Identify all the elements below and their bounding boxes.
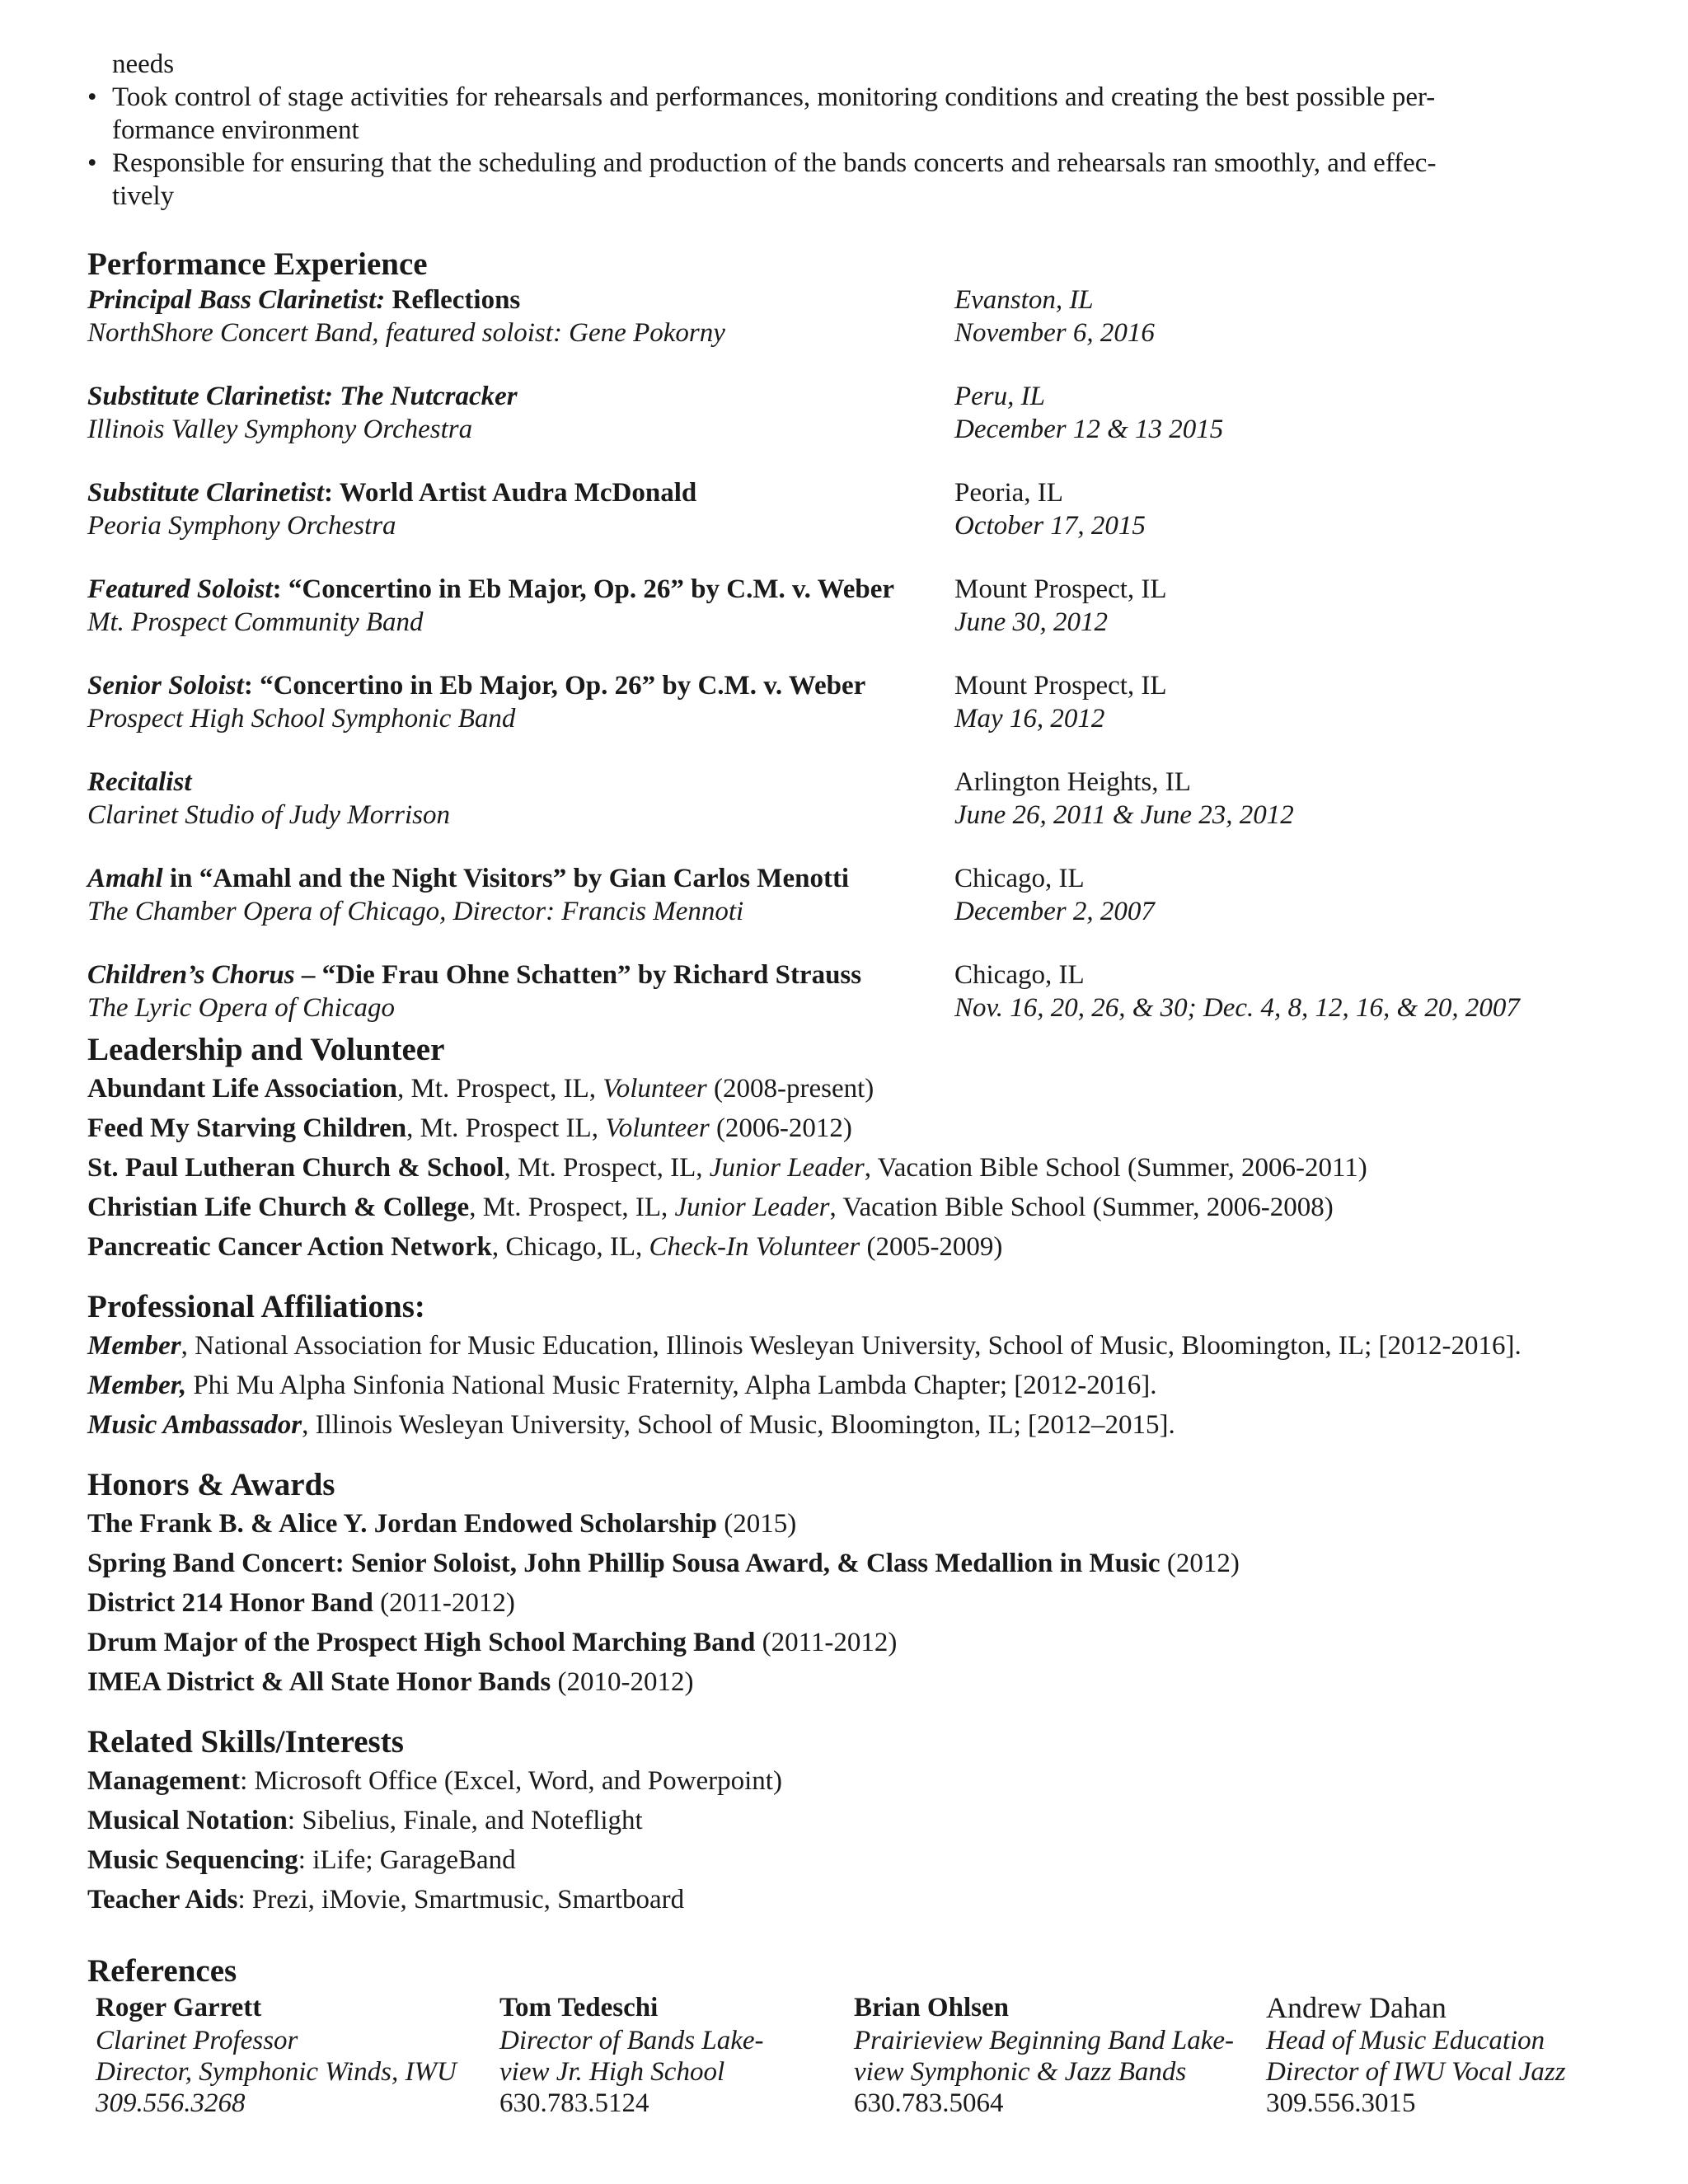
performance-role: Senior Soloist (87, 671, 244, 701)
leadership-role: Volunteer (605, 1113, 710, 1143)
reference-phone: 630.783.5064 (854, 2088, 1004, 2118)
leadership-section (87, 1031, 1637, 1267)
performance-title (87, 380, 954, 413)
honor-year: (2015) (717, 1509, 797, 1539)
honor-year: (2010-2012) (551, 1667, 694, 1697)
skill-label: Music Sequencing (87, 1845, 298, 1875)
affiliation-role: Music Ambassador (87, 1410, 302, 1440)
leadership-detail: , Vacation Bible School (Summer, 2006-2008) (829, 1193, 1334, 1222)
performance-title (87, 766, 954, 799)
leadership-role: Check-In Volunteer (649, 1232, 860, 1262)
reference-phone: 630.783.5124 (499, 2088, 649, 2118)
performance-organization: NorthShore Concert Band, featured soloist: Gene Pokorny (87, 318, 725, 348)
performance-location: Evanston, IL (954, 285, 1094, 315)
leadership-role: Junior Leader (674, 1193, 830, 1222)
skill-detail: : iLife; GarageBand (298, 1845, 516, 1875)
performance-role: Recitalist (87, 767, 192, 797)
honor-name: Spring Band Concert: Senior Soloist, John Phillip Sousa Award, & Class Medallion in Music (87, 1549, 1160, 1578)
leadership-org: Feed My Starving Children (87, 1113, 407, 1143)
section-heading: References (87, 1953, 237, 1989)
performance-details (87, 958, 954, 1024)
performance-date: June 26, 2011 & June 23, 2012 (954, 800, 1294, 830)
performance-details (87, 573, 954, 639)
performance-entry (87, 284, 1637, 349)
skill-item (87, 1840, 1637, 1880)
honor-item (87, 1544, 1637, 1583)
performance-role: Substitute Clarinetist: The Nutcracker (87, 382, 518, 411)
reference-title: view Jr. High School (499, 2057, 725, 2087)
performance-date: May 16, 2012 (954, 704, 1105, 733)
performance-meta (954, 862, 1637, 928)
skill-item (87, 1761, 1637, 1801)
leadership-place: , Mt. Prospect, IL, (396, 1074, 603, 1104)
section-heading: Related Skills/Interests (87, 1724, 404, 1760)
performance-date: December 2, 2007 (954, 897, 1155, 926)
affiliation-role: Member (87, 1331, 181, 1361)
performance-role: Amahl (87, 864, 163, 893)
section-heading: Leadership and Volunteer (87, 1032, 445, 1067)
honor-year: (2012) (1160, 1549, 1240, 1578)
leadership-place: , Chicago, IL, (491, 1232, 649, 1262)
performance-role: Featured Soloist (87, 574, 273, 604)
honor-year: (2011-2012) (755, 1628, 898, 1657)
reference-title: Head of Music Education (1266, 2026, 1545, 2055)
performance-title (87, 284, 954, 316)
performance-organization: The Chamber Opera of Chicago, Director: Francis Mennoti (87, 897, 744, 926)
honor-item (87, 1583, 1637, 1623)
leadership-org: Christian Life Church & College (87, 1193, 470, 1222)
bullet-text: • Responsible for ensuring that the scheduling and production of the bands concerts and rehearsals ran smoothly, and effec- (112, 148, 1437, 178)
continuation-line: needs (112, 49, 175, 79)
performance-entry (87, 380, 1637, 446)
performance-location: Chicago, IL (954, 960, 1085, 990)
leadership-place: , Mt. Prospect, IL, (504, 1153, 710, 1183)
affiliations-list (87, 1326, 1637, 1445)
skill-label: Management (87, 1766, 241, 1796)
performance-organization: Illinois Valley Symphony Orchestra (87, 415, 473, 444)
reference-name: Andrew Dahan (1266, 1991, 1447, 2024)
reference-name: Brian Ohlsen (854, 1993, 1009, 2022)
performance-date: October 17, 2015 (954, 511, 1146, 541)
honor-name: District 214 Honor Band (87, 1588, 373, 1618)
reference-card (854, 1990, 1266, 2119)
reference-title: Clarinet Professor (96, 2026, 298, 2055)
performance-title (87, 573, 954, 606)
section-heading: Honors & Awards (87, 1467, 335, 1502)
honor-name: Drum Major of the Prospect High School Marching Band (87, 1628, 756, 1657)
performance-work: Reflections (385, 285, 521, 315)
affiliation-detail: Phi Mu Alpha Sinfonia National Music Fraternity, Alpha Lambda Chapter; [2012-2016]. (186, 1371, 1157, 1400)
performance-location: Peru, IL (954, 382, 1045, 411)
section-heading: Professional Affiliations: (87, 1289, 425, 1324)
reference-title: view Symphonic & Jazz Bands (854, 2057, 1187, 2087)
performance-details (87, 380, 954, 446)
reference-name: Roger Garrett (96, 1993, 262, 2022)
performance-entry (87, 476, 1637, 542)
performance-entry (87, 862, 1637, 928)
performance-location: Mount Prospect, IL (954, 574, 1167, 604)
reference-card (87, 1990, 499, 2119)
honor-name: The Frank B. & Alice Y. Jordan Endowed Scholarship (87, 1509, 718, 1539)
reference-card (499, 1990, 854, 2119)
performance-entry (87, 958, 1637, 1024)
honor-item (87, 1504, 1637, 1544)
affiliations-section (87, 1288, 1637, 1445)
leadership-place: , Mt. Prospect, IL, (469, 1193, 675, 1222)
leadership-detail: (2008-present) (706, 1074, 874, 1104)
skill-detail: : Prezi, iMovie, Smartmusic, Smartboard (237, 1885, 685, 1915)
honor-item (87, 1662, 1637, 1702)
performance-date: December 12 & 13 2015 (954, 415, 1224, 444)
performance-meta (954, 669, 1637, 735)
performance-work: in “Amahl and the Night Visitors” by Gian Carlos Menotti (162, 864, 850, 893)
performance-meta (954, 766, 1637, 832)
honors-section (87, 1466, 1637, 1702)
performance-date: November 6, 2016 (954, 318, 1155, 348)
performance-work: : “Concertino in Eb Major, Op. 26” by C.M. v. Weber (272, 574, 895, 604)
reference-title: Prairieview Beginning Band Lake- (854, 2026, 1234, 2055)
honor-year: (2011-2012) (373, 1588, 515, 1618)
skills-list (87, 1761, 1637, 1919)
performance-details (87, 862, 954, 928)
affiliation-detail: , National Association for Music Education, Illinois Wesleyan University, School of Music, Bloomington, IL; [2012-2016]. (181, 1331, 1522, 1361)
performance-section (87, 246, 1637, 1024)
duty-bullets (87, 81, 1637, 213)
reference-phone: 309.556.3015 (1266, 2088, 1416, 2118)
reference-title: Director of IWU Vocal Jazz (1266, 2057, 1566, 2087)
performance-title (87, 862, 954, 895)
performance-location: Mount Prospect, IL (954, 671, 1167, 701)
reference-title: Director of Bands Lake- (499, 2026, 764, 2055)
performance-organization: Mt. Prospect Community Band (87, 607, 424, 637)
performance-date: Nov. 16, 20, 26, & 30; Dec. 4, 8, 12, 16, & 20, 2007 (954, 993, 1520, 1023)
bullet-text: formance environment (112, 115, 359, 145)
reference-name: Tom Tedeschi (499, 1993, 659, 2022)
reference-phone: 309.556.3268 (96, 2088, 246, 2118)
skill-item (87, 1880, 1637, 1919)
performance-meta (954, 958, 1637, 1024)
affiliation-item (87, 1366, 1637, 1405)
performance-meta (954, 476, 1637, 542)
leadership-detail: (2005-2009) (860, 1232, 1003, 1262)
skill-item (87, 1801, 1637, 1840)
duty-bullet (87, 147, 1637, 213)
performance-details (87, 284, 954, 349)
performance-organization: The Lyric Opera of Chicago (87, 993, 395, 1023)
performance-location: Chicago, IL (954, 864, 1085, 893)
leadership-role: Volunteer (603, 1074, 707, 1104)
leadership-org: Pancreatic Cancer Action Network (87, 1232, 492, 1262)
performance-meta (954, 573, 1637, 639)
section-heading: Performance Experience (87, 246, 428, 282)
skill-label: Musical Notation (87, 1806, 288, 1835)
performance-title (87, 669, 954, 702)
performance-work: – “Die Frau Ohne Schatten” by Richard Strauss (294, 960, 862, 990)
performance-organization: Prospect High School Symphonic Band (87, 704, 516, 733)
performance-entry (87, 766, 1637, 832)
performance-list (87, 284, 1637, 1024)
reference-card (1266, 1990, 1612, 2119)
skill-label: Teacher Aids (87, 1885, 238, 1915)
leadership-detail: , Vacation Bible School (Summer, 2006-2011) (864, 1153, 1367, 1183)
skill-detail: : Sibelius, Finale, and Noteflight (287, 1806, 643, 1835)
skills-section (87, 1723, 1637, 1919)
intro-continuation (87, 48, 1637, 213)
performance-entry (87, 573, 1637, 639)
bullet-text: • Took control of stage activities for rehearsals and performances, monitoring conditions and creating the best possible per- (112, 82, 1436, 112)
performance-title (87, 476, 954, 509)
performance-location: Peoria, IL (954, 478, 1063, 508)
performance-entry (87, 669, 1637, 735)
performance-date: June 30, 2012 (954, 607, 1109, 637)
affiliation-item (87, 1326, 1637, 1366)
performance-location: Arlington Heights, IL (954, 767, 1191, 797)
affiliation-detail: , Illinois Wesleyan University, School of Music, Bloomington, IL; [2012–2015]. (302, 1410, 1175, 1440)
leadership-detail: (2006-2012) (709, 1113, 852, 1143)
skill-detail: : Microsoft Office (Excel, Word, and Powerpoint) (240, 1766, 782, 1796)
reference-title: Director, Symphonic Winds, IWU (96, 2057, 457, 2087)
duty-bullet (87, 81, 1637, 147)
honor-name: IMEA District & All State Honor Bands (87, 1667, 551, 1697)
performance-meta (954, 284, 1637, 349)
performance-details (87, 766, 954, 832)
leadership-place: , Mt. Prospect IL, (406, 1113, 606, 1143)
performance-organization: Peoria Symphony Orchestra (87, 511, 396, 541)
affiliation-item (87, 1405, 1637, 1445)
resume-page (87, 48, 1637, 2119)
leadership-org: Abundant Life Association (87, 1074, 397, 1104)
leadership-item (87, 1227, 1637, 1267)
references-section (87, 1952, 1637, 2119)
leadership-item (87, 1069, 1637, 1108)
performance-role: Principal Bass Clarinetist: (87, 285, 386, 315)
leadership-item (87, 1188, 1637, 1227)
performance-role: Children’s Chorus (87, 960, 295, 990)
performance-work: : “Concertino in Eb Major, Op. 26” by C.M. v. Weber (243, 671, 866, 701)
leadership-role: Junior Leader (709, 1153, 865, 1183)
performance-title (87, 958, 954, 991)
references-list (87, 1990, 1637, 2119)
leadership-item (87, 1108, 1637, 1148)
performance-work: : World Artist Audra McDonald (324, 478, 697, 508)
leadership-org: St. Paul Lutheran Church & School (87, 1153, 504, 1183)
performance-meta (954, 380, 1637, 446)
performance-role: Substitute Clarinetist (87, 478, 325, 508)
honor-item (87, 1623, 1637, 1662)
leadership-list (87, 1069, 1637, 1267)
performance-organization: Clarinet Studio of Judy Morrison (87, 800, 450, 830)
performance-details (87, 476, 954, 542)
performance-details (87, 669, 954, 735)
leadership-item (87, 1148, 1637, 1188)
affiliation-role: Member, (87, 1371, 187, 1400)
bullet-text: tively (112, 181, 175, 211)
honors-list (87, 1504, 1637, 1702)
